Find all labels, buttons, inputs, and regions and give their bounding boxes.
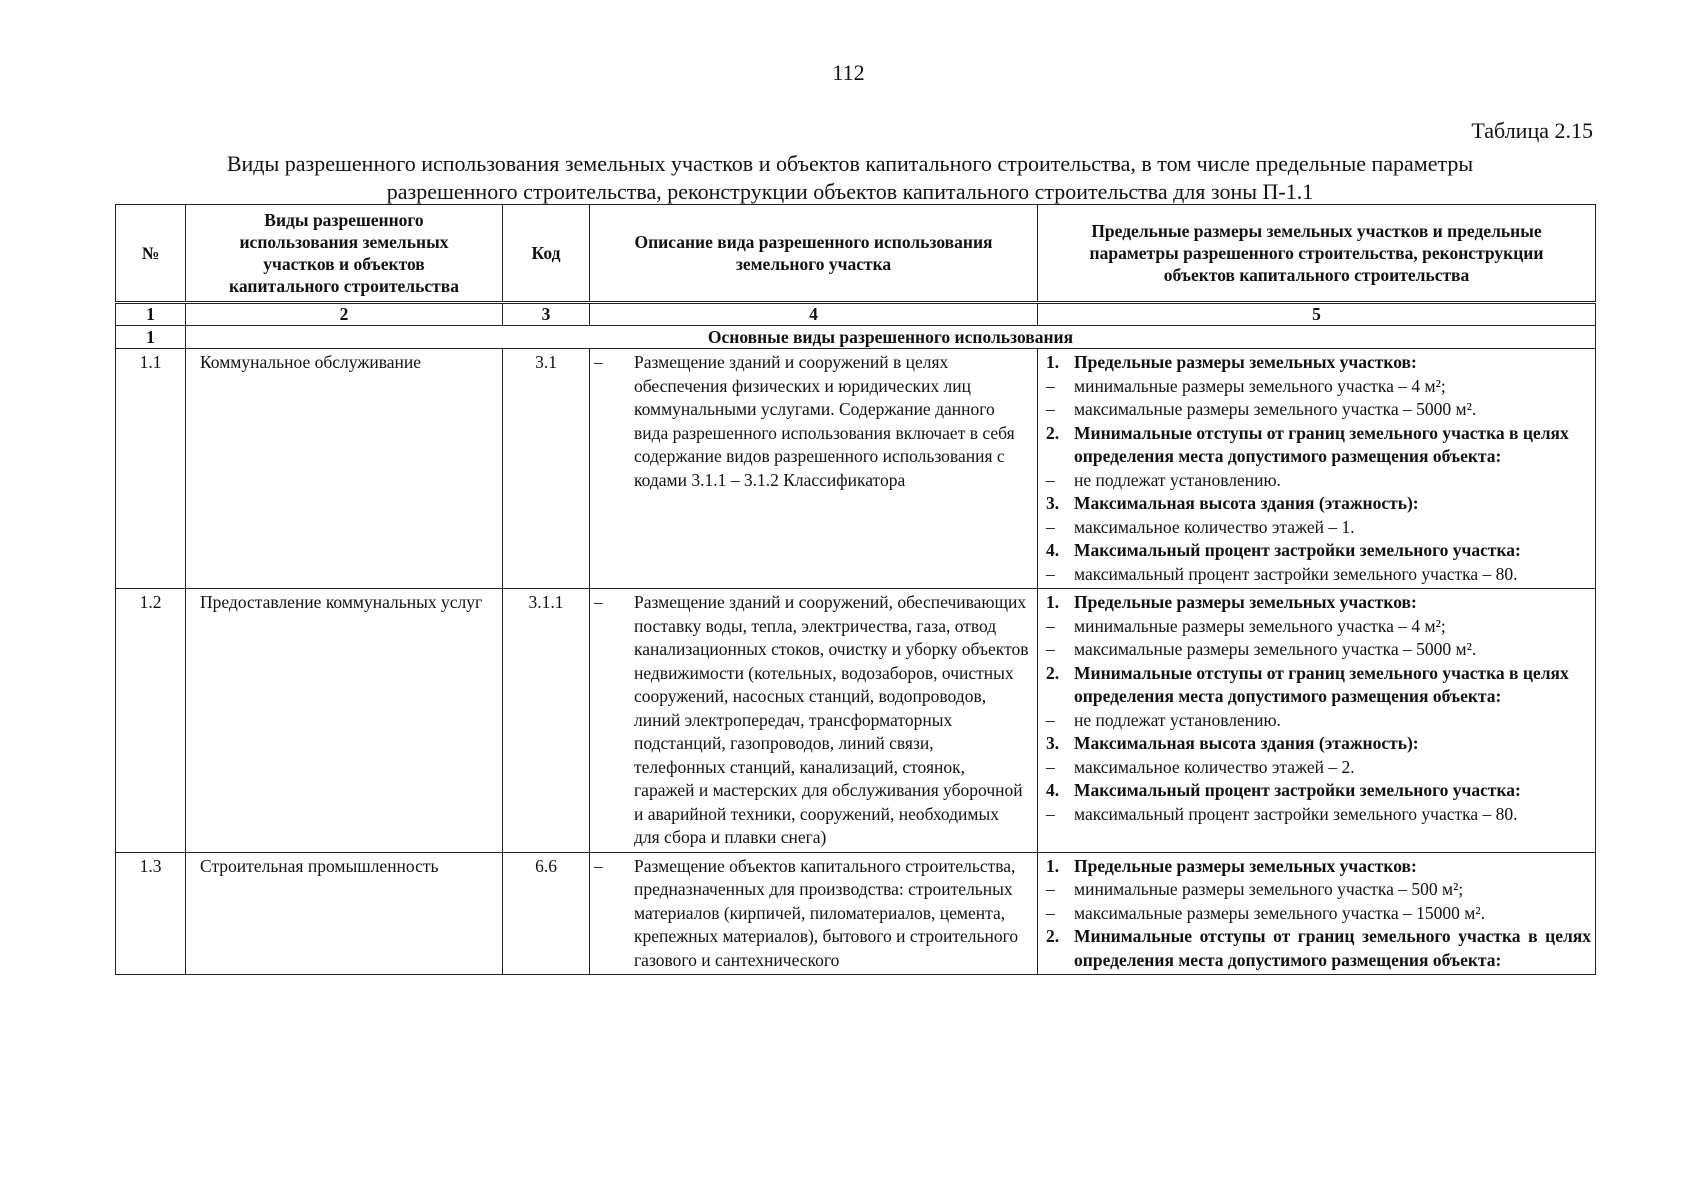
description-text: Размещение зданий и сооружений в целях обеспечения физических и юридических лиц коммунальными услугами. Содержание данного вида разрешенного использования включает в себя содержание видов разрешенного использования с кодами 3.1.1 – 3.1.2 Классификатора bbox=[634, 352, 1015, 490]
header-code: Код bbox=[503, 205, 590, 303]
dash-marker: – bbox=[1046, 709, 1055, 730]
table-label: Таблица 2.15 bbox=[1471, 118, 1593, 143]
dash-marker: – bbox=[594, 855, 603, 876]
table-row bbox=[116, 349, 1596, 589]
column-number: 2 bbox=[186, 303, 503, 326]
column-number: 1 bbox=[116, 303, 186, 326]
limits-max-size: максимальные размеры земельного участка – 5000 м². bbox=[1074, 639, 1477, 659]
limits-floors: максимальное количество этажей – 1. bbox=[1074, 516, 1355, 537]
limits-heading-number: 4. bbox=[1046, 780, 1060, 800]
limits-heading-coverage: Максимальный процент застройки земельного участка: bbox=[1074, 780, 1521, 800]
column-number: 3 bbox=[503, 303, 590, 326]
limits-heading-coverage: Максимальный процент застройки земельного участка: bbox=[1074, 540, 1521, 560]
row-type: Коммунальное обслуживание bbox=[186, 349, 503, 589]
row-limits bbox=[1038, 589, 1596, 853]
header-row bbox=[116, 205, 1596, 303]
section-title: Основные виды разрешенного использования bbox=[186, 326, 1596, 349]
dash-marker: – bbox=[1046, 615, 1055, 636]
header-description: Описание вида разрешенного использования земельного участка bbox=[590, 205, 1038, 303]
dash-marker: – bbox=[1046, 639, 1055, 659]
dash-marker: – bbox=[1046, 516, 1055, 537]
limits-heading-height: Максимальная высота здания (этажность): bbox=[1074, 733, 1419, 753]
limits-max-size: максимальные размеры земельного участка – 5000 м². bbox=[1074, 399, 1477, 419]
row-code: 3.1.1 bbox=[503, 589, 590, 853]
row-code: 6.6 bbox=[503, 852, 590, 975]
limits-setback: не подлежат установлению. bbox=[1074, 469, 1281, 490]
limits-heading-number: 4. bbox=[1046, 540, 1060, 560]
table-title-line-1: Виды разрешенного использования земельных участков и объектов капитального строительства, в том числе предельные параметры bbox=[226, 151, 1474, 176]
limits-heading-number: 3. bbox=[1046, 733, 1060, 753]
limits-heading-number: 3. bbox=[1046, 493, 1060, 513]
column-number-row bbox=[116, 303, 1596, 326]
limits-heading-number: 2. bbox=[1046, 926, 1060, 946]
row-description bbox=[590, 852, 1038, 975]
dash-marker: – bbox=[594, 592, 603, 612]
row-type: Строительная промышленность bbox=[186, 852, 503, 975]
page-number: 112 bbox=[832, 60, 865, 85]
limits-heading-sizes: Предельные размеры земельных участков: bbox=[1074, 855, 1417, 876]
description-text: Размещение зданий и сооружений, обеспечивающих поставку воды, тепла, электричества, газа, отвод канализационных стоков, очистку и уборку объектов недвижимости (котельных, водозаборов, очистных сооружений, насосных станций, водопроводов, линий электропередач, трансформаторных подстанций, газопроводов, линий связи, телефонных станций, канализаций, стоянок, гаражей и мастерских для обслуживания уборочной и аварийной техники, сооружений, необходимых для сбора и плавки снега) bbox=[634, 592, 1029, 847]
row-num: 1.1 bbox=[116, 349, 186, 589]
limits-heading-sizes: Предельные размеры земельных участков: bbox=[1074, 352, 1417, 372]
section-num: 1 bbox=[116, 326, 186, 349]
header-num: № bbox=[116, 205, 186, 303]
column-number: 5 bbox=[1038, 303, 1596, 326]
limits-coverage: максимальный процент застройки земельного участка – 80. bbox=[1074, 803, 1518, 824]
limits-setback: не подлежат установлению. bbox=[1074, 709, 1281, 730]
dash-marker: – bbox=[1046, 399, 1055, 419]
limits-coverage: максимальный процент застройки земельного участка – 80. bbox=[1074, 563, 1518, 584]
table-title bbox=[140, 150, 1560, 206]
dash-marker: – bbox=[1046, 375, 1055, 396]
dash-marker: – bbox=[1046, 469, 1055, 490]
row-description bbox=[590, 589, 1038, 853]
limits-heading-number: 1. bbox=[1046, 855, 1060, 876]
dash-marker: – bbox=[1046, 803, 1055, 824]
header-type: Виды разрешенного использования земельных участков и объектов капитального строительства bbox=[186, 205, 503, 303]
row-num: 1.2 bbox=[116, 589, 186, 853]
row-type: Предоставление коммунальных услуг bbox=[186, 589, 503, 853]
dash-marker: – bbox=[1046, 879, 1055, 899]
limits-min-size: минимальные размеры земельного участка – 4 м²; bbox=[1074, 615, 1446, 636]
limits-max-size: максимальные размеры земельного участка – 15000 м². bbox=[1074, 902, 1485, 923]
table-row bbox=[116, 852, 1596, 975]
row-limits bbox=[1038, 349, 1596, 589]
table-title-line-2: разрешенного строительства, реконструкции объектов капитального строительства для зоны П-1.1 bbox=[386, 179, 1314, 204]
limits-heading-number: 2. bbox=[1046, 662, 1060, 683]
table-row bbox=[116, 589, 1596, 853]
limits-min-size: минимальные размеры земельного участка – 500 м²; bbox=[1074, 879, 1464, 899]
row-limits bbox=[1038, 852, 1596, 975]
limits-heading-number: 1. bbox=[1046, 352, 1060, 372]
column-number: 4 bbox=[590, 303, 1038, 326]
limits-heading-number: 2. bbox=[1046, 422, 1060, 443]
limits-heading-setback: Минимальные отступы от границ земельного участка в целях определения места допустимого размещения объекта: bbox=[1074, 662, 1569, 706]
description-text: Размещение объектов капитального строительства, предназначенных для производства: строительных материалов (кирпичей, пиломатериалов, цемента, крепежных материалов), бытового и строительного газового и сантехнического bbox=[634, 855, 1019, 970]
limits-heading-height: Максимальная высота здания (этажность): bbox=[1074, 493, 1419, 513]
limits-heading-number: 1. bbox=[1046, 592, 1060, 612]
row-code: 3.1 bbox=[503, 349, 590, 589]
dash-marker: – bbox=[1046, 756, 1055, 777]
row-description bbox=[590, 349, 1038, 589]
limits-min-size: минимальные размеры земельного участка – 4 м²; bbox=[1074, 375, 1446, 396]
dash-marker: – bbox=[1046, 563, 1055, 584]
limits-floors: максимальное количество этажей – 2. bbox=[1074, 756, 1355, 777]
section-row bbox=[116, 326, 1596, 349]
row-num: 1.3 bbox=[116, 852, 186, 975]
zoning-table bbox=[115, 204, 1596, 975]
dash-marker: – bbox=[1046, 902, 1055, 923]
limits-heading-sizes: Предельные размеры земельных участков: bbox=[1074, 592, 1417, 612]
dash-marker: – bbox=[594, 352, 603, 372]
limits-heading-setback: Минимальные отступы от границ земельного участка в целях определения места допустимого размещения объекта: bbox=[1074, 926, 1591, 970]
limits-heading-setback: Минимальные отступы от границ земельного участка в целях определения места допустимого размещения объекта: bbox=[1074, 422, 1569, 466]
header-limits: Предельные размеры земельных участков и предельные параметры разрешенного строительства, реконструкции объектов капитального строительства bbox=[1038, 205, 1596, 303]
